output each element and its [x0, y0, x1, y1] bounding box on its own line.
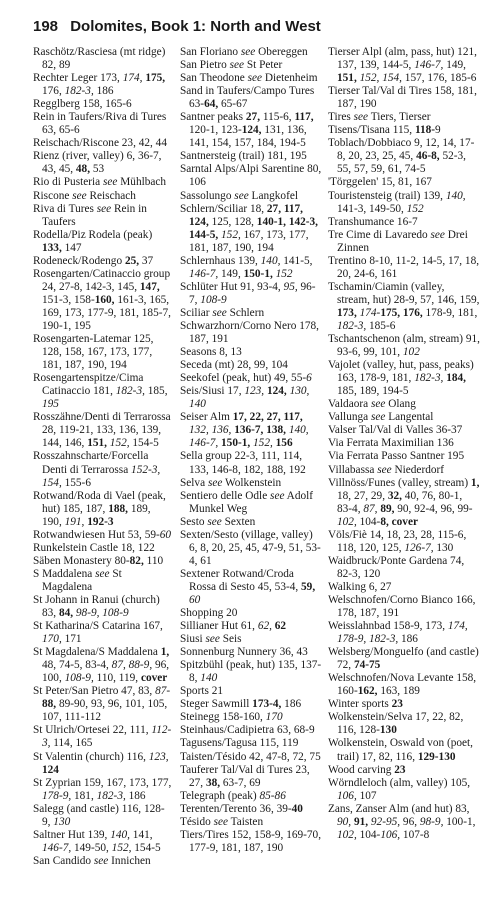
index-entry: Regglberg 158, 165-6: [33, 98, 132, 111]
index-entry: Seceda (mt) 28, 99, 104: [180, 359, 288, 372]
index-column-2: [180, 46, 322, 855]
index-entry: Tésido see Taisten: [180, 815, 264, 828]
index-entry: Säben Monastery 80-82, 110: [33, 554, 164, 567]
index-entry: Runkelstein Castle 18, 122: [33, 541, 155, 554]
index-entry: Terenten/Terento 36, 39-40: [180, 802, 303, 815]
index-entry: Wood carving 23: [328, 763, 406, 776]
index-entry: Weisslahnbad 158-9, 173, 174, 178-9, 182-3, 186: [328, 620, 468, 646]
index-entry: Rodeneck/Rodengo 25, 37: [33, 254, 154, 267]
index-entry: Waidbruck/Ponte Gardena 74, 82-3, 120: [328, 554, 465, 580]
index-entry: Via Ferrata Passo Santner 195: [328, 450, 465, 463]
index-entry: St Magdalena/S Maddalena 1, 48, 74-5, 83-4, 87, 88-9, 96, 100, 108-9, 110, 119, cover: [33, 646, 170, 685]
index-entry: Tierser Alpl (alm, pass, hut) 121, 137, 139, 144-5, 146-7, 149, 151, 152, 154, 157, 176, 185-6: [328, 46, 477, 85]
index-entry: Rio di Pusteria see Mühlbach: [33, 176, 167, 189]
index-entry: Sella group 22-3, 111, 114, 133, 146-8, 182, 188, 192: [180, 450, 306, 476]
index-entry: Reischach/Riscone 23, 42, 44: [33, 137, 167, 150]
index-entry: Rosszahnscharte/Forcella Denti di Terrarossa 152-3, 154, 155-6: [33, 450, 161, 489]
index-entry: Via Ferrata Maximilian 136: [328, 437, 454, 450]
index-entry: Sand in Taufers/Campo Tures 63-64, 65-67: [180, 85, 315, 111]
index-entry: Sarntal Alps/Alpi Sarentine 80, 106: [180, 163, 322, 189]
index-entry: Salegg (and castle) 116, 128-9, 130: [33, 802, 165, 828]
index-entry: Vallunga see Langental: [328, 411, 434, 424]
index-entry: Transhumance 16-7: [328, 215, 418, 228]
index-entry: San Floriano see Obereggen: [180, 46, 308, 58]
index-entry: Wolkenstein, Oswald von (poet, trail) 17, 82, 116, 129-130: [328, 737, 473, 763]
index-entry: Rechter Leger 173, 174, 175, 176, 182-3, 186: [33, 72, 166, 98]
index-entry: St Peter/San Pietro 47, 83, 87-88, 89-90, 93, 96, 101, 105, 107, 111-112: [33, 685, 171, 724]
index-entry: Schlern/Sciliar 18, 27, 117, 124, 125, 128, 140-1, 142-3, 144-5, 152, 167, 173, 177, 181, 187, 190, 194: [180, 202, 318, 254]
index-entry: St Katharina/S Catarina 167, 170, 171: [33, 620, 163, 646]
index-entry: Winter sports 23: [328, 698, 403, 711]
index-entry: Sillianer Hut 61, 62, 62: [180, 620, 287, 633]
index-entry: Riva di Tures see Rein in Taufers: [33, 202, 147, 228]
index-entry: Selva see Wolkenstein: [180, 476, 282, 489]
index-entry: Seasons 8, 13: [180, 346, 242, 359]
index-entry: St Zyprian 159, 167, 173, 177, 178-9, 181, 182-3, 186: [33, 776, 172, 802]
index-entry: Tauferer Tal/Val di Tures 23, 27, 38, 63-7, 69: [180, 763, 310, 789]
index-entry: Raschötz/Rasciesa (mt ridge) 82, 89: [33, 46, 166, 72]
index-entry: Walking 6, 27: [328, 580, 392, 593]
index-entry: Steinegg 158-160, 170: [180, 711, 283, 724]
index-entry: Rosengartenspitze/Cima Catinaccio 181, 182-3, 185, 195: [33, 372, 168, 411]
index-entry: Touristensteig (trail) 139, 140, 141-3, 149-50, 152: [328, 189, 466, 215]
index-column-3: [328, 46, 480, 842]
index-entry: Rosszähne/Denti di Terrarossa 28, 119-21, 133, 136, 139, 144, 146, 151, 152, 154-5: [33, 411, 171, 450]
index-entry: Schlüter Hut 91, 93-4, 95, 96-7, 108-9: [180, 280, 316, 306]
index-entry: St Ulrich/Ortesei 22, 111, 112-3, 114, 165: [33, 724, 172, 750]
index-column-1: [33, 46, 173, 868]
index-entry: Sesto see Sexten: [180, 515, 256, 528]
index-entry: Wörndleloch (alm, valley) 105, 106, 107: [328, 776, 471, 802]
index-entry: Rotwand/Roda di Vael (peak, hut) 185, 187, 188, 189, 190, 191, 192-3: [33, 489, 166, 528]
index-entry: 'Törggelen' 15, 81, 167: [328, 176, 432, 189]
index-entry: Villabassa see Niederdorf: [328, 463, 445, 476]
book-title: Dolomites, Book 1: North and West: [70, 18, 321, 35]
index-entry: St Valentin (church) 116, 123, 124: [33, 750, 169, 776]
page-number: 198: [33, 18, 59, 35]
index-entry: San Pietro see St Peter: [180, 59, 283, 72]
index-entry: Völs/Fiè 14, 18, 23, 28, 115-6, 118, 120, 125, 126-7, 130: [328, 528, 467, 554]
index-entry: Tierser Tal/Val di Tires 158, 181, 187, 190: [328, 85, 477, 111]
index-entry: S Maddalena see St Magdalena: [33, 567, 122, 593]
index-entry: Zans, Zanser Alm (and hut) 83, 90, 91, 92-95, 96, 98-9, 100-1, 102, 104-106, 107-8: [328, 802, 476, 841]
index-entry: Shopping 20: [180, 607, 238, 620]
index-entry: Taisten/Tésido 42, 47-8, 72, 75: [180, 750, 321, 763]
index-entry: Rienz (river, valley) 6, 36-7, 43, 45, 48, 53: [33, 150, 162, 176]
index-entry: Schlernhaus 139, 140, 141-5, 146-7, 149, 150-1, 152: [180, 254, 313, 280]
index-entry: Saltner Hut 139, 140, 141, 146-7, 149-50, 152, 154-5: [33, 828, 161, 854]
index-entry: San Candido see Innichen: [33, 854, 151, 867]
index-entry: Valser Tal/Val di Valles 36-37: [328, 424, 463, 437]
index-entry: Vajolet (valley, hut, pass, peaks) 163, 178-9, 181, 182-3, 184, 185, 189, 194-5: [328, 359, 474, 398]
index-entry: Seiser Alm 17, 22, 27, 117, 132, 136, 136-7, 138, 140, 146-7, 150-1, 152, 156: [180, 411, 309, 450]
index-entry: Sciliar see Schlern: [180, 306, 265, 319]
index-entry: Villnöss/Funes (valley, stream) 1, 18, 27, 29, 32, 40, 76, 80-1, 83-4, 87, 89, 90, 92-4, 96, 99-102, 104-8, cover: [328, 476, 480, 528]
index-entry: Sonnenburg Nunnery 36, 43: [180, 646, 308, 659]
index-entry: Tires see Tiers, Tierser: [328, 111, 431, 124]
index-entry: Steinhaus/Cadipietra 63, 68-9: [180, 724, 315, 737]
index-entry: Tagusens/Tagusa 115, 119: [180, 737, 299, 750]
index-entry: Santnersteig (trail) 181, 195: [180, 150, 307, 163]
index-entry: Tisens/Tisana 115, 118-9: [328, 124, 441, 137]
index-entry: Sassolungo see Langkofel: [180, 189, 298, 202]
index-entry: Trentino 8-10, 11-2, 14-5, 17, 18, 20, 24-6, 161: [328, 254, 480, 280]
index-entry: Rosengarten/Catinaccio group 24, 27-8, 142-3, 145, 147, 151-3, 158-160, 161-3, 165, 169, 173, 177-9, 181, 185-7, 190-1, 195: [33, 267, 171, 332]
index-entry: Schwarzhorn/Corno Nero 178, 187, 191: [180, 319, 319, 346]
index-entry: Sports 21: [180, 685, 223, 698]
index-entry: Spitzbühl (peak, hut) 135, 137-8, 140: [180, 659, 322, 685]
page-header: [33, 18, 480, 35]
index-entry: St Johann in Ranui (church) 83, 84, 98-9, 108-9: [33, 593, 160, 620]
index-entry: Telegraph (peak) 85-86: [180, 789, 286, 802]
index-entry: Rodella/Piz Rodela (peak) 133, 147: [33, 228, 153, 254]
index-entry: Toblach/Dobbiaco 9, 12, 14, 17-8, 20, 23, 25, 45, 46-8, 52-3, 55, 57, 59, 61, 74-5: [328, 137, 475, 176]
index-entry: Rein in Taufers/Riva di Tures 63, 65-6: [33, 111, 167, 137]
index-entry: Welsberg/Monguelfo (and castle) 72, 74-75: [328, 646, 479, 672]
index-entry: Tschantschenon (alm, stream) 91, 93-6, 99, 101, 102: [328, 333, 480, 359]
index-entry: Sexten/Sesto (village, valley) 6, 8, 20, 25, 45, 47-9, 51, 53-4, 61: [180, 528, 321, 567]
index-entry: Valdaora see Olang: [328, 398, 416, 411]
index-entry: San Theodone see Dietenheim: [180, 72, 318, 85]
index-entry: Sentiero delle Odle see Adolf Munkel Weg: [180, 489, 314, 515]
index-entry: Tiers/Tires 152, 158-9, 169-70, 177-9, 181, 187, 190: [180, 828, 322, 854]
index-entry: Rosengarten-Latemar 125, 128, 158, 167, 173, 177, 181, 187, 190, 194: [33, 333, 154, 372]
index-entry: Seis/Siusi 17, 123, 124, 130, 140: [180, 385, 310, 411]
index-entry: Welschnofen/Corno Bianco 166, 178, 187, 191: [328, 593, 476, 620]
index-entry: Seekofel (peak, hut) 49, 55-6: [180, 372, 312, 385]
index-entry: Tre Cime di Lavaredo see Drei Zinnen: [328, 228, 468, 254]
index-entry: Welschnofen/Nova Levante 158, 160-162, 163, 189: [328, 672, 477, 698]
index-entry: Rotwandwiesen Hut 53, 59-60: [33, 528, 172, 541]
index-entry: Riscone see Reischach: [33, 189, 136, 202]
index-entry: Tschamin/Ciamin (valley, stream, hut) 28-9, 57, 146, 159, 173, 174-175, 176, 178-9, 181, 182-3, 185-6: [328, 280, 480, 332]
index-entry: Siusi see Seis: [180, 633, 242, 646]
index-entry: Steger Sawmill 173-4, 186: [180, 698, 302, 711]
index-entry: Wolkenstein/Selva 17, 22, 82, 116, 128-130: [328, 711, 464, 737]
index-entry: Sextener Rotwand/Croda Rossa di Sesto 45, 53-4, 59, 60: [180, 567, 316, 606]
index-entry: Santner peaks 27, 115-6, 117, 120-1, 123-124, 131, 136, 141, 154, 157, 184, 194-5: [180, 111, 314, 150]
